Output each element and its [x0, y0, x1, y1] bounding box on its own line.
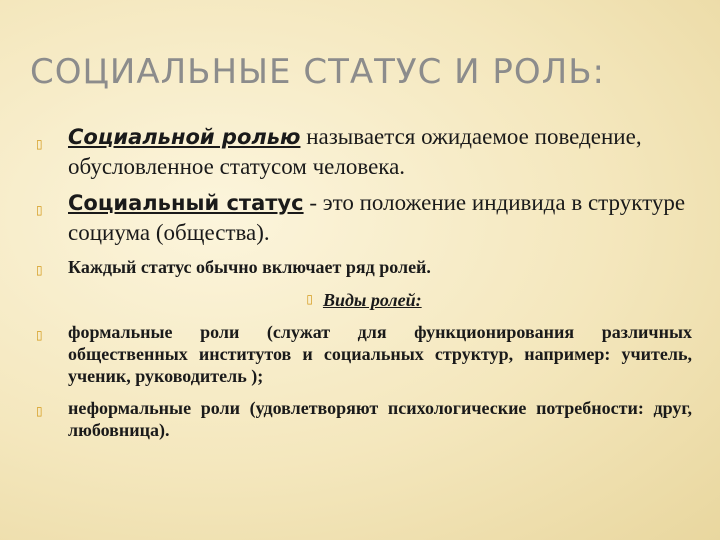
- list-item-formal-roles: [36, 321, 692, 387]
- bullet-icon: ▯: [36, 137, 43, 151]
- role-types-heading: Виды ролей:: [322, 290, 422, 310]
- bullet-icon: ▯: [36, 404, 43, 418]
- bullet-list: [36, 122, 692, 451]
- list-item-social-status: [36, 188, 692, 248]
- definition-social-role: называется ожидаемое поведение, обусловленное статусом человека.: [68, 124, 642, 179]
- bullet-icon: ▯: [306, 292, 313, 306]
- list-item-role-types-heading: [36, 288, 692, 311]
- term-social-role: Социальной ролью: [68, 125, 301, 149]
- statement-status-roles: Каждый статус обычно включает ряд ролей.: [68, 257, 431, 277]
- bullet-icon: ▯: [36, 263, 43, 277]
- list-item-social-role: [36, 122, 692, 182]
- informal-roles-text: неформальные роли (удовлетворяют психологические потребности: друг, любовница).: [68, 398, 692, 440]
- formal-roles-text: формальные роли (служат для функционирования различных общественных институтов и социальных структур, например: учитель, ученик, руководитель );: [68, 322, 692, 386]
- bullet-icon: ▯: [36, 328, 43, 342]
- definition-social-status: - это положение индивида в структуре социума (общества).: [68, 190, 686, 245]
- slide-title: СОЦИАЛЬНЫЕ СТАТУС И РОЛЬ:: [30, 52, 605, 92]
- list-item-informal-roles: [36, 397, 692, 441]
- term-social-status: Социальный статус: [68, 191, 304, 215]
- list-item-status-roles: [36, 256, 692, 278]
- bullet-icon: ▯: [36, 203, 43, 217]
